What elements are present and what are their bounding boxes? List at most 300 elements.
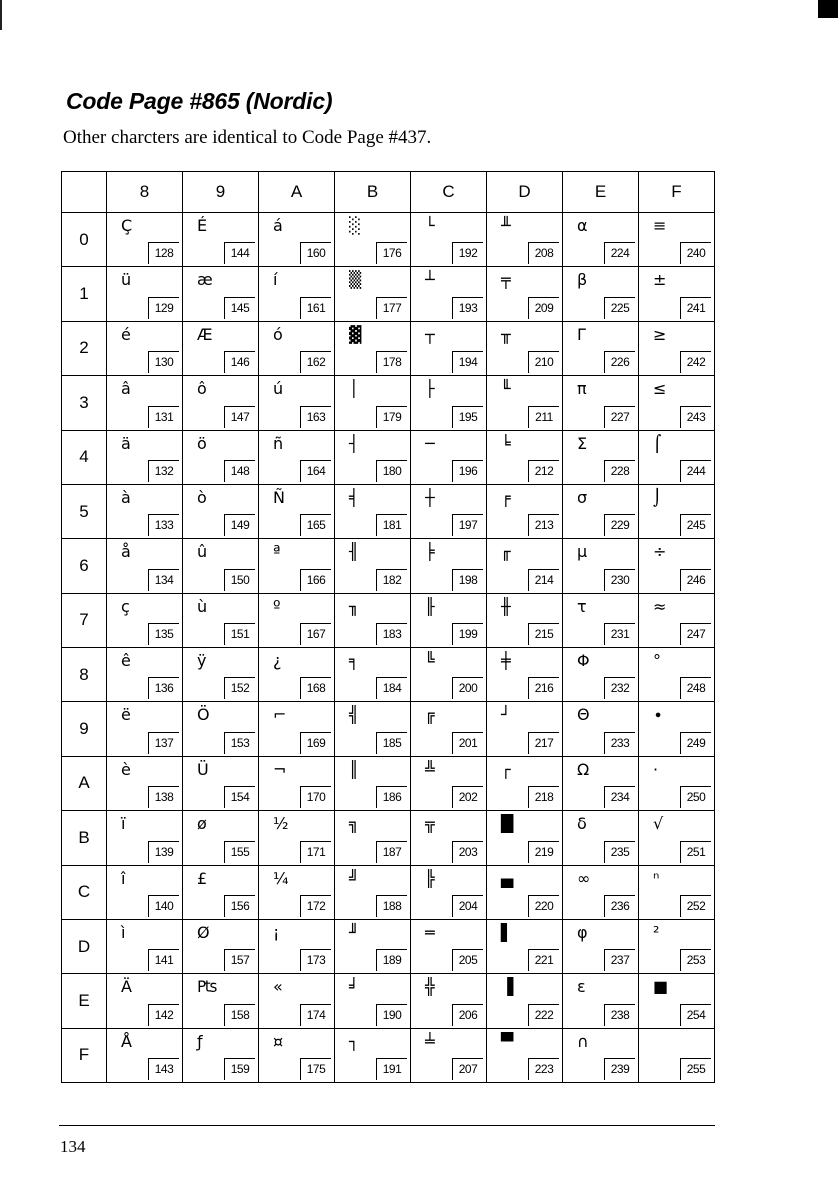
- code-cell: [487, 321, 563, 375]
- decimal-code: 212: [528, 460, 559, 482]
- character-glyph: £: [197, 868, 208, 888]
- code-cell: [107, 648, 183, 702]
- decimal-code: 180: [376, 460, 407, 482]
- character-glyph: ë: [121, 705, 131, 725]
- decimal-code: 238: [604, 1004, 635, 1026]
- decimal-code: 202: [452, 786, 483, 808]
- decimal-code: 241: [680, 297, 711, 319]
- character-glyph: ñ: [273, 433, 284, 453]
- decimal-code: 228: [604, 460, 635, 482]
- code-cell: [563, 321, 639, 375]
- column-header: B: [335, 172, 411, 213]
- decimal-code: 169: [300, 732, 331, 754]
- character-glyph: Σ: [577, 433, 588, 453]
- row-header: A: [62, 756, 107, 810]
- decimal-code: 161: [300, 297, 331, 319]
- character-glyph: æ: [197, 270, 213, 290]
- decimal-code: 247: [680, 623, 711, 645]
- code-cell: [639, 593, 715, 647]
- code-cell: [487, 756, 563, 810]
- decimal-code: 133: [148, 514, 179, 536]
- page-subtitle: Other charcters are identical to Code Page #437.: [63, 127, 432, 148]
- code-cell: [183, 376, 259, 430]
- code-cell: [259, 756, 335, 810]
- character-glyph: τ: [577, 596, 587, 616]
- code-cell: [259, 1028, 335, 1082]
- code-cell: [107, 1028, 183, 1082]
- table-row: [62, 213, 715, 267]
- character-glyph: ≈: [653, 596, 667, 616]
- column-header: E: [563, 172, 639, 213]
- row-header: C: [62, 865, 107, 919]
- decimal-code: 197: [452, 514, 483, 536]
- character-glyph: ª: [273, 542, 281, 562]
- decimal-code: 251: [680, 841, 711, 863]
- character-glyph: ▄: [501, 868, 514, 888]
- decimal-code: 181: [376, 514, 407, 536]
- code-cell: [335, 811, 411, 865]
- decimal-code: 204: [452, 895, 483, 917]
- character-glyph: Ω: [577, 759, 590, 779]
- character-glyph: à: [121, 487, 131, 507]
- decimal-code: 248: [680, 677, 711, 699]
- code-cell: [639, 430, 715, 484]
- table-row: [62, 593, 715, 647]
- code-cell: [335, 376, 411, 430]
- table-row: [62, 919, 715, 973]
- character-glyph: î: [121, 868, 126, 888]
- decimal-code: 163: [300, 406, 331, 428]
- table-row: [62, 648, 715, 702]
- character-glyph: ê: [121, 651, 131, 670]
- character-glyph: ╠: [425, 868, 435, 888]
- code-cell: [639, 865, 715, 919]
- character-glyph: ╧: [425, 1031, 435, 1051]
- character-glyph: ┤: [349, 433, 359, 453]
- decimal-code: 195: [452, 406, 483, 428]
- code-cell: [487, 919, 563, 973]
- code-cell: [183, 919, 259, 973]
- character-glyph: ╘: [501, 433, 511, 453]
- character-glyph: ┘: [501, 705, 511, 725]
- code-cell: [107, 213, 183, 267]
- code-cell: [183, 484, 259, 538]
- character-glyph: ∩: [577, 1031, 589, 1051]
- character-glyph: σ: [577, 487, 588, 507]
- decimal-code: 141: [148, 949, 179, 971]
- character-glyph: ▐: [501, 977, 514, 997]
- character-glyph: ÿ: [197, 651, 207, 670]
- character-glyph: ç: [121, 596, 130, 616]
- character-glyph: ╟: [425, 596, 435, 616]
- decimal-code: 135: [148, 623, 179, 645]
- decimal-code: 150: [224, 569, 255, 591]
- code-cell: [259, 267, 335, 321]
- character-glyph: ò: [197, 487, 207, 507]
- character-glyph: ¼: [273, 868, 289, 888]
- character-glyph: ï: [121, 814, 126, 834]
- code-cell: [335, 865, 411, 919]
- code-cell: [411, 593, 487, 647]
- character-glyph: ¿: [273, 651, 282, 670]
- decimal-code: 137: [148, 732, 179, 754]
- table-row: [62, 267, 715, 321]
- code-cell: [107, 702, 183, 756]
- character-glyph: ä: [121, 433, 131, 453]
- code-cell: [107, 267, 183, 321]
- code-cell: [259, 213, 335, 267]
- character-glyph: ó: [273, 324, 283, 344]
- decimal-code: 166: [300, 569, 331, 591]
- character-glyph: ║: [349, 759, 359, 779]
- character-glyph: ²: [653, 922, 660, 942]
- code-cell: [107, 321, 183, 375]
- character-glyph: Ñ: [273, 487, 285, 507]
- column-header-row: [62, 172, 715, 213]
- character-glyph: π: [577, 379, 587, 399]
- decimal-code: 233: [604, 732, 635, 754]
- decimal-code: 175: [300, 1058, 331, 1080]
- code-cell: [183, 865, 259, 919]
- code-cell: [639, 974, 715, 1028]
- decimal-code: 222: [528, 1004, 559, 1026]
- code-cell: [639, 376, 715, 430]
- decimal-code: 189: [376, 949, 407, 971]
- decimal-code: 168: [300, 677, 331, 699]
- code-cell: [563, 756, 639, 810]
- character-glyph: â: [121, 379, 131, 399]
- decimal-code: 186: [376, 786, 407, 808]
- code-cell: [259, 865, 335, 919]
- character-glyph: Φ: [577, 651, 590, 670]
- character-glyph: β: [577, 270, 588, 290]
- decimal-code: 128: [148, 242, 179, 264]
- character-glyph: ┌: [501, 759, 511, 779]
- character-glyph: ∙: [653, 705, 664, 725]
- code-cell: [411, 213, 487, 267]
- decimal-code: 213: [528, 514, 559, 536]
- code-cell: [259, 376, 335, 430]
- code-cell: [411, 648, 487, 702]
- code-cell: [107, 539, 183, 593]
- decimal-code: 231: [604, 623, 635, 645]
- code-cell: [639, 756, 715, 810]
- character-glyph: ε: [577, 977, 586, 997]
- code-cell: [639, 702, 715, 756]
- decimal-code: 211: [528, 406, 559, 428]
- decimal-code: 237: [604, 949, 635, 971]
- decimal-code: 187: [376, 841, 407, 863]
- character-glyph: Ø: [197, 922, 210, 942]
- decimal-code: 220: [528, 895, 559, 917]
- code-cell: [411, 539, 487, 593]
- decimal-code: 142: [148, 1004, 179, 1026]
- code-cell: [639, 267, 715, 321]
- decimal-code: 201: [452, 732, 483, 754]
- row-header: D: [62, 919, 107, 973]
- row-header: 3: [62, 376, 107, 430]
- code-cell: [411, 430, 487, 484]
- decimal-code: 246: [680, 569, 711, 591]
- code-cell: [335, 648, 411, 702]
- code-cell: [487, 376, 563, 430]
- character-glyph: α: [577, 216, 588, 235]
- decimal-code: 172: [300, 895, 331, 917]
- code-cell: [487, 1028, 563, 1082]
- code-cell: [487, 865, 563, 919]
- code-cell: [487, 539, 563, 593]
- table-row: [62, 1028, 715, 1082]
- decimal-code: 196: [452, 460, 483, 482]
- column-header: 9: [183, 172, 259, 213]
- character-glyph: ╛: [349, 977, 359, 997]
- decimal-code: 255: [680, 1058, 711, 1080]
- decimal-code: 143: [148, 1058, 179, 1080]
- row-header: 8: [62, 648, 107, 702]
- character-glyph: ì: [121, 922, 126, 942]
- character-glyph: ≥: [653, 324, 667, 344]
- code-cell: [183, 811, 259, 865]
- code-cell: [487, 648, 563, 702]
- code-cell: [563, 702, 639, 756]
- decimal-code: 205: [452, 949, 483, 971]
- code-cell: [639, 484, 715, 538]
- character-glyph: ú: [273, 379, 284, 399]
- character-glyph: Ä: [121, 977, 132, 997]
- character-glyph: Ü: [197, 759, 209, 779]
- decimal-code: 226: [604, 351, 635, 373]
- decimal-code: 156: [224, 895, 255, 917]
- code-cell: [335, 974, 411, 1028]
- row-header: 9: [62, 702, 107, 756]
- row-header: 1: [62, 267, 107, 321]
- code-cell: [411, 484, 487, 538]
- decimal-code: 209: [528, 297, 559, 319]
- code-cell: [487, 267, 563, 321]
- character-glyph: °: [653, 651, 661, 670]
- character-glyph: ▒: [349, 270, 362, 290]
- character-glyph: ┐: [349, 1031, 359, 1051]
- row-header: 2: [62, 321, 107, 375]
- character-glyph: ╥: [501, 324, 511, 344]
- code-cell: [259, 648, 335, 702]
- character-glyph: û: [197, 542, 208, 562]
- decimal-code: 155: [224, 841, 255, 863]
- character-glyph: Θ: [577, 705, 590, 725]
- decimal-code: 176: [376, 242, 407, 264]
- code-cell: [183, 267, 259, 321]
- character-glyph: ÷: [653, 542, 667, 562]
- corner-registration-mark: [818, 0, 838, 18]
- decimal-code: 219: [528, 841, 559, 863]
- code-cell: [183, 321, 259, 375]
- decimal-code: 194: [452, 351, 483, 373]
- decimal-code: 210: [528, 351, 559, 373]
- decimal-code: 153: [224, 732, 255, 754]
- table-row: [62, 811, 715, 865]
- code-cell: [563, 1028, 639, 1082]
- character-glyph: ƒ: [197, 1031, 203, 1051]
- code-cell: [107, 430, 183, 484]
- character-glyph: ±: [653, 270, 667, 290]
- decimal-code: 254: [680, 1004, 711, 1026]
- character-glyph: Ö: [197, 705, 210, 725]
- code-cell: [335, 702, 411, 756]
- character-glyph: Æ: [197, 324, 213, 344]
- code-cell: [563, 539, 639, 593]
- decimal-code: 235: [604, 841, 635, 863]
- character-glyph: ▀: [501, 1031, 514, 1051]
- character-glyph: ├: [425, 379, 435, 399]
- code-cell: [639, 919, 715, 973]
- character-glyph: å: [121, 542, 131, 562]
- character-glyph: ╣: [349, 705, 359, 725]
- code-cell: [411, 919, 487, 973]
- decimal-code: 230: [604, 569, 635, 591]
- code-cell: [107, 756, 183, 810]
- decimal-code: 188: [376, 895, 407, 917]
- character-glyph: φ: [577, 922, 588, 942]
- decimal-code: 182: [376, 569, 407, 591]
- decimal-code: 203: [452, 841, 483, 863]
- character-glyph: ⁿ: [653, 868, 660, 888]
- table-row: [62, 430, 715, 484]
- code-cell: [487, 811, 563, 865]
- code-cell: [107, 376, 183, 430]
- code-cell: [335, 430, 411, 484]
- decimal-code: 174: [300, 1004, 331, 1026]
- code-cell: [259, 919, 335, 973]
- code-cell: [411, 376, 487, 430]
- decimal-code: 253: [680, 949, 711, 971]
- row-header: B: [62, 811, 107, 865]
- decimal-code: 149: [224, 514, 255, 536]
- code-cell: [335, 213, 411, 267]
- code-cell: [563, 648, 639, 702]
- code-cell: [259, 702, 335, 756]
- row-header: 6: [62, 539, 107, 593]
- code-cell: [335, 593, 411, 647]
- character-glyph: ╩: [425, 759, 435, 779]
- character-glyph: è: [121, 759, 131, 779]
- decimal-code: 145: [224, 297, 255, 319]
- decimal-code: 136: [148, 677, 179, 699]
- decimal-code: 157: [224, 949, 255, 971]
- decimal-code: 158: [224, 1004, 255, 1026]
- decimal-code: 130: [148, 351, 179, 373]
- column-header: A: [259, 172, 335, 213]
- column-header: D: [487, 172, 563, 213]
- character-glyph: ₧: [197, 977, 218, 997]
- character-glyph: ▓: [349, 324, 362, 344]
- table-row: [62, 702, 715, 756]
- character-glyph: ╖: [349, 596, 359, 616]
- character-glyph: ╓: [501, 542, 511, 562]
- code-cell: [411, 1028, 487, 1082]
- code-cell: [107, 811, 183, 865]
- decimal-code: 185: [376, 732, 407, 754]
- decimal-code: 129: [148, 297, 179, 319]
- character-glyph: é: [121, 324, 131, 344]
- decimal-code: 242: [680, 351, 711, 373]
- code-cell: [639, 648, 715, 702]
- character-glyph: ⌠: [653, 433, 662, 453]
- table-row: [62, 865, 715, 919]
- character-glyph: ┴: [425, 270, 435, 290]
- character-glyph: ╙: [501, 379, 511, 399]
- decimal-code: 217: [528, 732, 559, 754]
- code-cell: [411, 865, 487, 919]
- decimal-code: 173: [300, 949, 331, 971]
- code-cell: [183, 1028, 259, 1082]
- character-glyph: ½: [273, 814, 289, 834]
- footer-rule: [59, 1125, 715, 1126]
- character-glyph: ┬: [425, 324, 435, 344]
- code-cell: [183, 593, 259, 647]
- decimal-code: 177: [376, 297, 407, 319]
- character-glyph: ·: [653, 759, 659, 779]
- decimal-code: 171: [300, 841, 331, 863]
- decimal-code: 208: [528, 242, 559, 264]
- decimal-code: 160: [300, 242, 331, 264]
- decimal-code: 244: [680, 460, 711, 482]
- code-cell: [107, 865, 183, 919]
- code-page-table: [61, 171, 715, 1083]
- decimal-code: 191: [376, 1058, 407, 1080]
- decimal-code: 215: [528, 623, 559, 645]
- code-cell: [487, 430, 563, 484]
- margin-mark: [0, 0, 2, 30]
- decimal-code: 232: [604, 677, 635, 699]
- decimal-code: 162: [300, 351, 331, 373]
- character-glyph: ╗: [349, 814, 359, 834]
- character-glyph: ⌐: [273, 705, 287, 725]
- decimal-code: 225: [604, 297, 635, 319]
- code-cell: [259, 811, 335, 865]
- decimal-code: 214: [528, 569, 559, 591]
- decimal-code: 151: [224, 623, 255, 645]
- character-glyph: º: [273, 596, 281, 616]
- decimal-code: 236: [604, 895, 635, 917]
- decimal-code: 223: [528, 1058, 559, 1080]
- character-glyph: ∞: [577, 868, 591, 888]
- decimal-code: 239: [604, 1058, 635, 1080]
- decimal-code: 199: [452, 623, 483, 645]
- decimal-code: 167: [300, 623, 331, 645]
- decimal-code: 221: [528, 949, 559, 971]
- code-cell: [335, 267, 411, 321]
- code-cell: [183, 756, 259, 810]
- code-cell: [487, 213, 563, 267]
- code-cell: [563, 593, 639, 647]
- code-cell: [639, 213, 715, 267]
- code-cell: [259, 974, 335, 1028]
- character-glyph: ¤: [273, 1031, 284, 1051]
- character-glyph: ¡: [273, 922, 280, 942]
- code-cell: [411, 756, 487, 810]
- code-cell: [563, 974, 639, 1028]
- code-page-body: [62, 213, 715, 1083]
- decimal-code: 134: [148, 569, 179, 591]
- character-glyph: ⌡: [653, 487, 662, 507]
- character-glyph: ─: [425, 433, 435, 453]
- character-glyph: Å: [121, 1031, 132, 1051]
- code-cell: [411, 267, 487, 321]
- character-glyph: █: [501, 814, 514, 834]
- corner-cell: [62, 172, 107, 213]
- code-cell: [639, 321, 715, 375]
- decimal-code: 178: [376, 351, 407, 373]
